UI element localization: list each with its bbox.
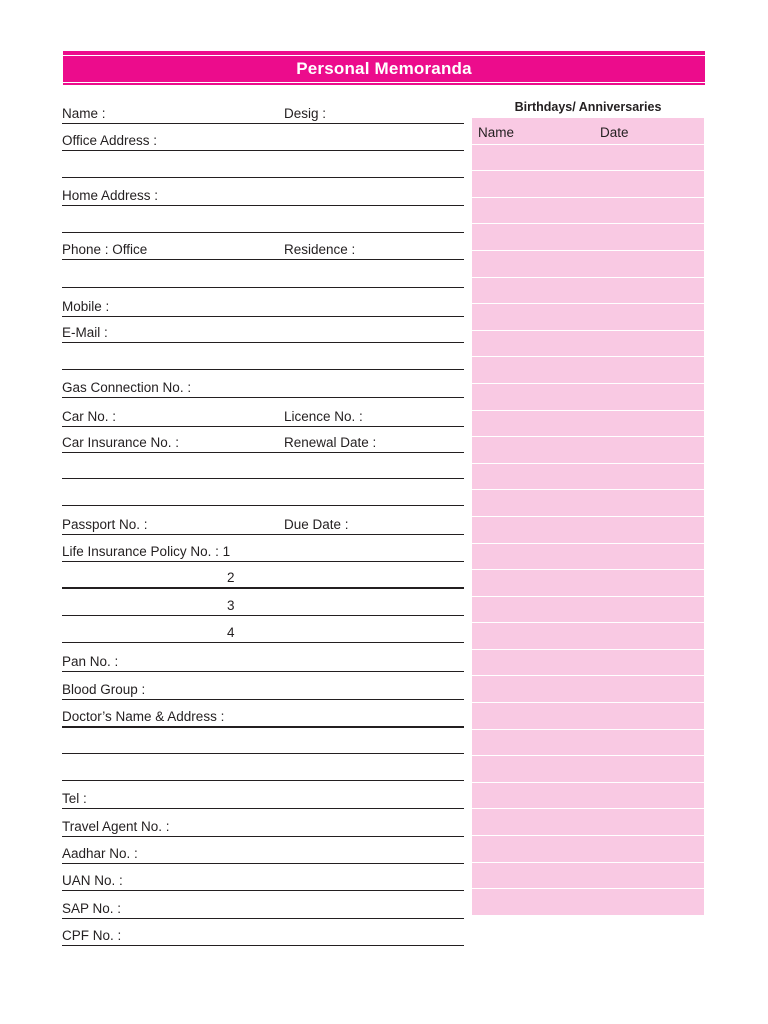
sap-label: SAP No. : [62, 901, 122, 916]
doctor-line-3[interactable] [62, 760, 464, 781]
title-banner [63, 51, 705, 85]
birthday-entry-row[interactable] [472, 783, 704, 810]
birthday-entry-row[interactable] [472, 650, 704, 677]
car-no-field[interactable] [62, 406, 464, 427]
licence-label: Licence No. : [284, 409, 363, 424]
birthdays-table [472, 118, 704, 916]
name-field[interactable] [62, 103, 464, 124]
blood-group-label: Blood Group : [62, 682, 146, 697]
life-insurance-field-3[interactable] [62, 595, 464, 616]
blood-group-field[interactable] [62, 679, 464, 700]
phone-line-2[interactable] [62, 267, 464, 288]
cpf-field[interactable] [62, 925, 464, 946]
birthday-entry-row[interactable] [472, 198, 704, 225]
home-address-label: Home Address : [62, 188, 159, 203]
due-date-label: Due Date : [284, 517, 349, 532]
birthday-entry-row[interactable] [472, 357, 704, 384]
policy-number-2: 2 [227, 570, 235, 585]
birthday-entry-row[interactable] [472, 464, 704, 491]
page-title: Personal Memoranda [296, 59, 472, 78]
birthday-entry-row[interactable] [472, 278, 704, 305]
car-insurance-label: Car Insurance No. : [62, 435, 180, 450]
birthday-entry-row[interactable] [472, 517, 704, 544]
birthday-entry-row[interactable] [472, 171, 704, 198]
birthday-entry-row[interactable] [472, 490, 704, 517]
life-insurance-label: Life Insurance Policy No. : 1 [62, 544, 231, 559]
birthday-entry-row[interactable] [472, 809, 704, 836]
birthday-entry-row[interactable] [472, 251, 704, 278]
birthday-entry-row[interactable] [472, 836, 704, 863]
birthday-entry-row[interactable] [472, 411, 704, 438]
renewal-date-label: Renewal Date : [284, 435, 377, 450]
office-address-label: Office Address : [62, 133, 158, 148]
aadhar-label: Aadhar No. : [62, 846, 138, 861]
office-address-field[interactable] [62, 130, 464, 151]
birthday-entry-row[interactable] [472, 437, 704, 464]
name-label: Name : [62, 106, 106, 121]
home-address-line-2[interactable] [62, 212, 464, 233]
car-insurance-line-3[interactable] [62, 485, 464, 506]
sap-field[interactable] [62, 898, 464, 919]
mobile-label: Mobile : [62, 299, 110, 314]
pan-label: Pan No. : [62, 654, 119, 669]
birthday-entry-row[interactable] [472, 570, 704, 597]
birthday-entry-row[interactable] [472, 145, 704, 172]
email-line-2[interactable] [62, 349, 464, 370]
desig-label: Desig : [284, 106, 327, 121]
cpf-label: CPF No. : [62, 928, 122, 943]
gas-connection-field[interactable] [62, 377, 464, 398]
birthday-entry-row[interactable] [472, 384, 704, 411]
life-insurance-field-2[interactable] [62, 567, 464, 589]
birthday-entry-row[interactable] [472, 331, 704, 358]
birthday-entry-row[interactable] [472, 544, 704, 571]
birthdays-title: Birthdays/ Anniversaries [514, 100, 662, 114]
pan-field[interactable] [62, 651, 464, 672]
birthday-entry-row[interactable] [472, 703, 704, 730]
car-insurance-field[interactable] [62, 432, 464, 453]
birthday-entry-row[interactable] [472, 756, 704, 783]
travel-agent-label: Travel Agent No. : [62, 819, 170, 834]
birthday-entry-row[interactable] [472, 597, 704, 624]
office-address-line-2[interactable] [62, 157, 464, 178]
policy-number-4: 4 [227, 625, 235, 640]
gas-connection-label: Gas Connection No. : [62, 380, 192, 395]
travel-agent-field[interactable] [62, 816, 464, 837]
aadhar-field[interactable] [62, 843, 464, 864]
birthday-entry-row[interactable] [472, 863, 704, 890]
birthday-entry-row[interactable] [472, 304, 704, 331]
phone-office-label: Phone : Office [62, 242, 148, 257]
birthdays-name-header: Name [478, 125, 515, 140]
phone-field[interactable] [62, 239, 464, 260]
policy-number-3: 3 [227, 598, 235, 613]
tel-label: Tel : [62, 791, 87, 806]
email-label: E-Mail : [62, 325, 108, 340]
car-no-label: Car No. : [62, 409, 117, 424]
birthday-entry-row[interactable] [472, 623, 704, 650]
uan-label: UAN No. : [62, 873, 123, 888]
residence-label: Residence : [284, 242, 356, 257]
doctor-field[interactable] [62, 706, 464, 728]
doctor-label: Doctor’s Name & Address : [62, 709, 225, 724]
passport-field[interactable] [62, 514, 464, 535]
uan-field[interactable] [62, 870, 464, 891]
mobile-field[interactable] [62, 296, 464, 317]
life-insurance-field-1[interactable] [62, 541, 464, 562]
passport-label: Passport No. : [62, 517, 148, 532]
birthdays-header-row [472, 118, 704, 145]
life-insurance-field-4[interactable] [62, 622, 464, 643]
car-insurance-line-2[interactable] [62, 458, 464, 479]
birthday-entry-row[interactable] [472, 889, 704, 916]
tel-field[interactable] [62, 788, 464, 809]
birthday-entry-row[interactable] [472, 730, 704, 757]
doctor-line-2[interactable] [62, 733, 464, 754]
birthdays-date-header: Date [600, 125, 629, 140]
home-address-field[interactable] [62, 185, 464, 206]
birthday-entry-row[interactable] [472, 676, 704, 703]
email-field[interactable] [62, 322, 464, 343]
birthday-entry-row[interactable] [472, 224, 704, 251]
